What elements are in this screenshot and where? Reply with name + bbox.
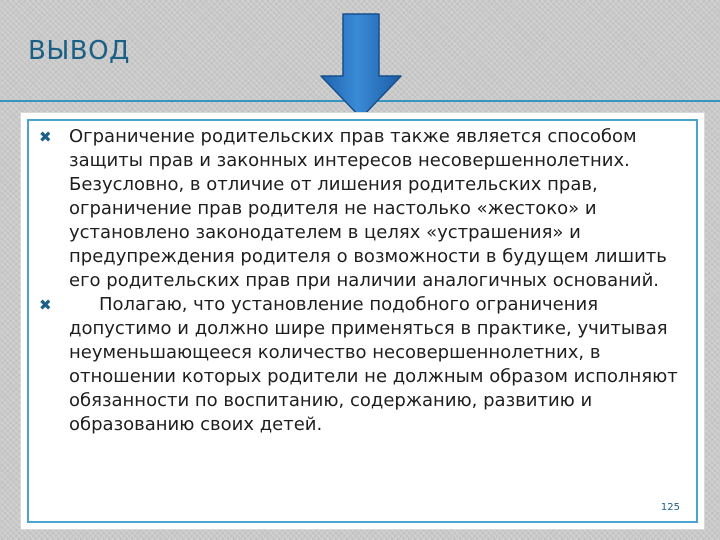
page-number: 125 — [660, 502, 680, 513]
bullet-item — [37, 125, 697, 293]
bullet-list — [37, 125, 697, 437]
bullet-text: Ограничение родительских прав также является способом защиты прав и законных интересов несовершеннолетних. Безусловно, в отличие от лишения родительских прав, ограничение прав родителя не настолько «жестоко» и установлено законодателем в целях «устрашения» и предупреждения родителя о возможности в будущем лишить его родительских прав при наличии аналогичных оснований. — [69, 126, 667, 291]
content-panel — [20, 112, 705, 530]
bullet-item — [37, 293, 697, 437]
content-frame — [27, 119, 698, 523]
slide-title: ВЫВОД — [28, 36, 130, 66]
down-arrow-icon — [317, 0, 405, 120]
cross-bullet-icon: ✖ — [39, 128, 52, 146]
bullet-text: Полагаю, что установление подобного ограничения допустимо и должно шире применяться в практике, учитывая неуменьшающееся количество несовершеннолетних, в отношении которых родители не должным образом исполняют обязанности по воспитанию, содержанию, развитию и образованию своих детей. — [69, 294, 678, 435]
cross-bullet-icon: ✖ — [39, 296, 52, 314]
